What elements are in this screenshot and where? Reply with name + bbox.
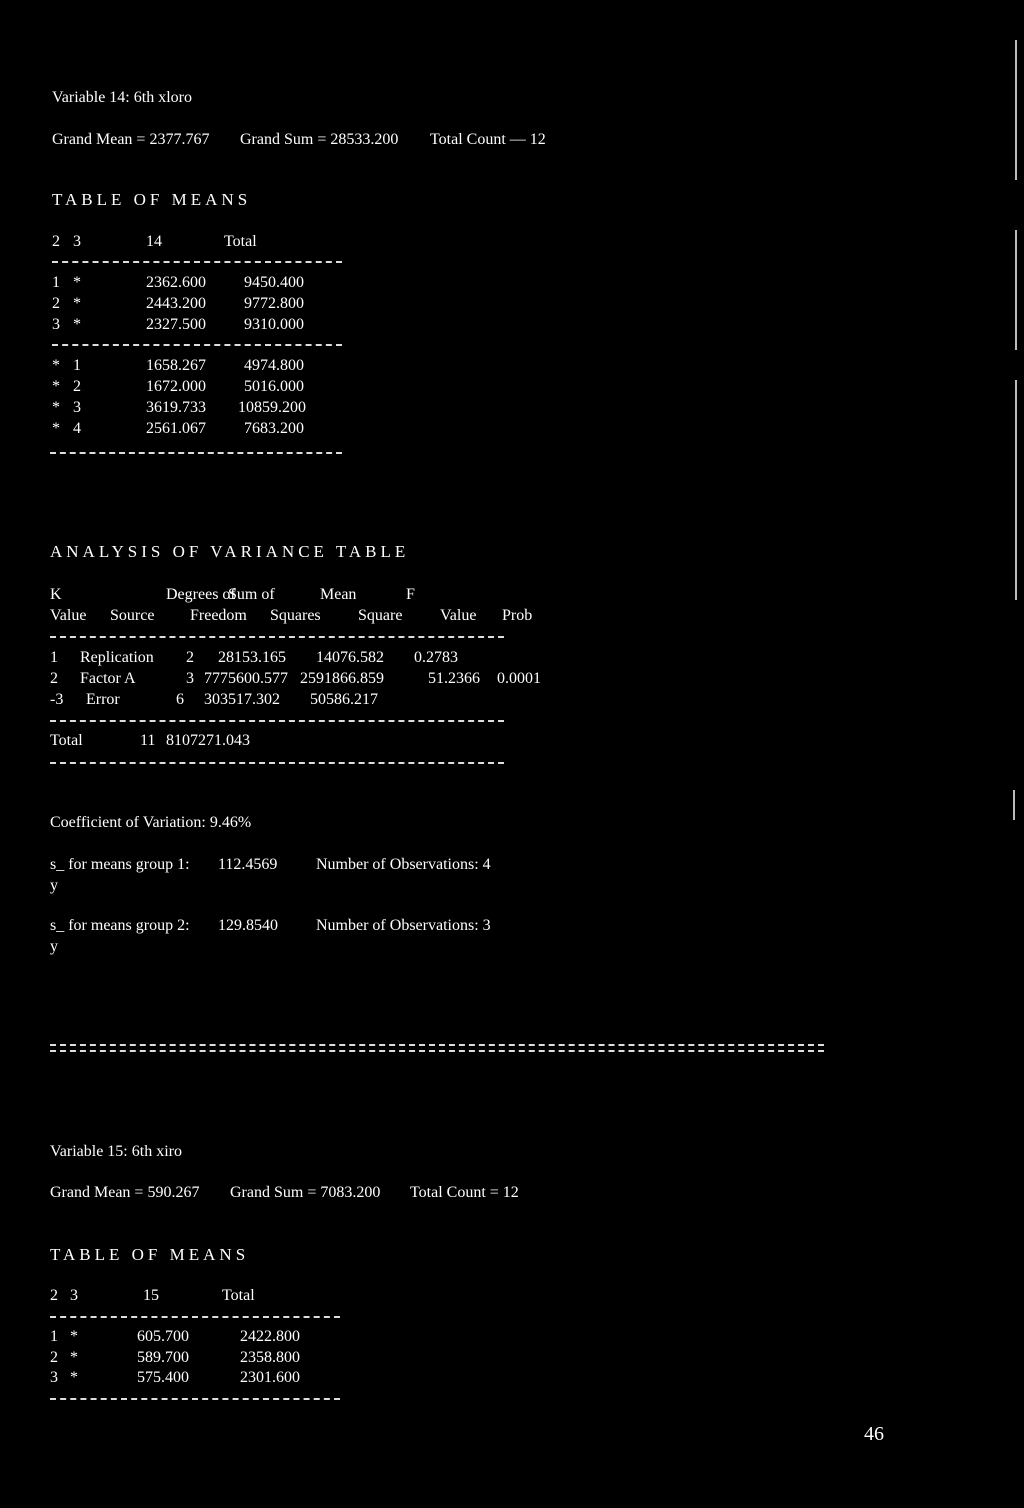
grand-sum: Grand Sum = 7083.200 [230,1184,381,1201]
row-label: 2 [73,378,81,395]
sum-of-squares: 28153.165 [218,649,286,666]
total-label: Total [50,732,83,749]
df: 6 [176,691,184,708]
sum-of-squares: 7775600.577 [204,670,288,687]
row-star: * [70,1369,78,1386]
se-value: 112.4569 [218,856,278,873]
se-label: s_ for means group 1: [50,856,190,873]
row-mean: 605.700 [137,1328,189,1345]
row-mean: 2561.067 [146,420,206,437]
k-value: 2 [50,670,58,687]
header-freedom: Freedom [190,607,247,624]
se-subscript: y [50,938,58,955]
row-mean: 2443.200 [146,295,206,312]
grand-mean: Grand Mean = 2377.767 [52,131,210,148]
header-k: K [50,586,62,603]
row-star: * [70,1328,78,1345]
divider [50,636,504,638]
divider [50,1316,340,1318]
row-mean: 1658.267 [146,357,206,374]
row-total: 10859.200 [238,399,306,416]
row-label: 2 [52,295,60,312]
row-label: 3 [50,1369,58,1386]
variable-15-title: Variable 15: 6th xiro [50,1143,182,1160]
scan-edge-line [1013,790,1015,820]
header-col-total: Total [222,1287,255,1304]
row-label: 1 [73,357,81,374]
header-source: Source [110,607,155,624]
total-ss: 8107271.043 [166,732,250,749]
total-count: Total Count — 12 [430,131,546,148]
mean-square: 2591866.859 [300,670,384,687]
row-mean: 2362.600 [146,274,206,291]
f-value: 0.2783 [414,649,458,666]
row-mean: 3619.733 [146,399,206,416]
row-total: 2358.800 [240,1349,300,1366]
header-col-3: 3 [73,233,81,250]
row-label: 1 [50,1328,58,1345]
mean-square: 14076.582 [316,649,384,666]
header-prob: Prob [502,607,533,624]
row-label: 3 [73,399,81,416]
source: Replication [80,649,154,666]
k-value: -3 [50,691,64,708]
table-of-means-title: TABLE OF MEANS [52,190,252,209]
row-mean: 2327.500 [146,316,206,333]
header-mean: Mean [320,586,357,603]
header-squares: Squares [270,607,321,624]
row-mean: 575.400 [137,1369,189,1386]
total-df: 11 [140,732,156,749]
row-star: * [73,316,81,333]
scan-edge-line [1015,230,1017,350]
row-star: * [52,357,60,374]
row-star: * [73,274,81,291]
row-mean: 1672.000 [146,378,206,395]
header-col-3: 3 [70,1287,78,1304]
row-star: * [52,399,60,416]
df: 2 [186,649,194,666]
divider [52,344,342,346]
anova-title: ANALYSIS OF VARIANCE TABLE [50,542,410,561]
scan-edge-line [1015,40,1017,180]
row-total: 9772.800 [244,295,304,312]
page-number: 46 [864,1423,884,1445]
f-value: 51.2366 [428,670,480,687]
k-value: 1 [50,649,58,666]
divider [50,1398,340,1400]
coefficient-of-variation: Coefficient of Variation: 9.46% [50,814,252,831]
row-label: 2 [50,1349,58,1366]
row-total: 7683.200 [244,420,304,437]
prob: 0.0001 [497,670,541,687]
divider [50,452,342,454]
row-star: * [52,378,60,395]
obs-count: Number of Observations: 4 [316,856,491,873]
row-label: 4 [73,420,81,437]
row-total: 4974.800 [244,357,304,374]
row-label: 1 [52,274,60,291]
header-sum-of: Sum of [228,586,275,603]
grand-sum: Grand Sum = 28533.200 [240,131,399,148]
source: Factor A [80,670,136,687]
se-subscript: y [50,877,58,894]
row-star: * [70,1349,78,1366]
source: Error [86,691,120,708]
row-total: 2301.600 [240,1369,300,1386]
divider [50,762,504,764]
header-col-var: 15 [143,1287,159,1304]
sum-of-squares: 303517.302 [204,691,280,708]
df: 3 [186,670,194,687]
table-of-means-title: TABLE OF MEANS [50,1245,250,1264]
se-value: 129.8540 [218,917,278,934]
row-total: 9450.400 [244,274,304,291]
header-col-total: Total [224,233,257,250]
header-col-2: 2 [50,1287,58,1304]
divider [52,261,342,263]
obs-count: Number of Observations: 3 [316,917,491,934]
section-separator [50,1044,824,1052]
variable-14-title: Variable 14: 6th xloro [52,89,192,106]
scan-edge-line [1015,380,1017,600]
total-count: Total Count = 12 [410,1184,519,1201]
mean-square: 50586.217 [310,691,378,708]
header-degrees-of: Degrees of [166,586,236,603]
row-mean: 589.700 [137,1349,189,1366]
divider [50,720,504,722]
grand-mean: Grand Mean = 590.267 [50,1184,200,1201]
header-square: Square [358,607,403,624]
header-col-2: 2 [52,233,60,250]
header-f-value: Value [440,607,477,624]
se-label: s_ for means group 2: [50,917,190,934]
header-col-var: 14 [146,233,162,250]
row-total: 9310.000 [244,316,304,333]
row-star: * [52,420,60,437]
header-value: Value [50,607,87,624]
row-label: 3 [52,316,60,333]
row-total: 2422.800 [240,1328,300,1345]
row-total: 5016.000 [244,378,304,395]
header-f: F [406,586,415,603]
row-star: * [73,295,81,312]
